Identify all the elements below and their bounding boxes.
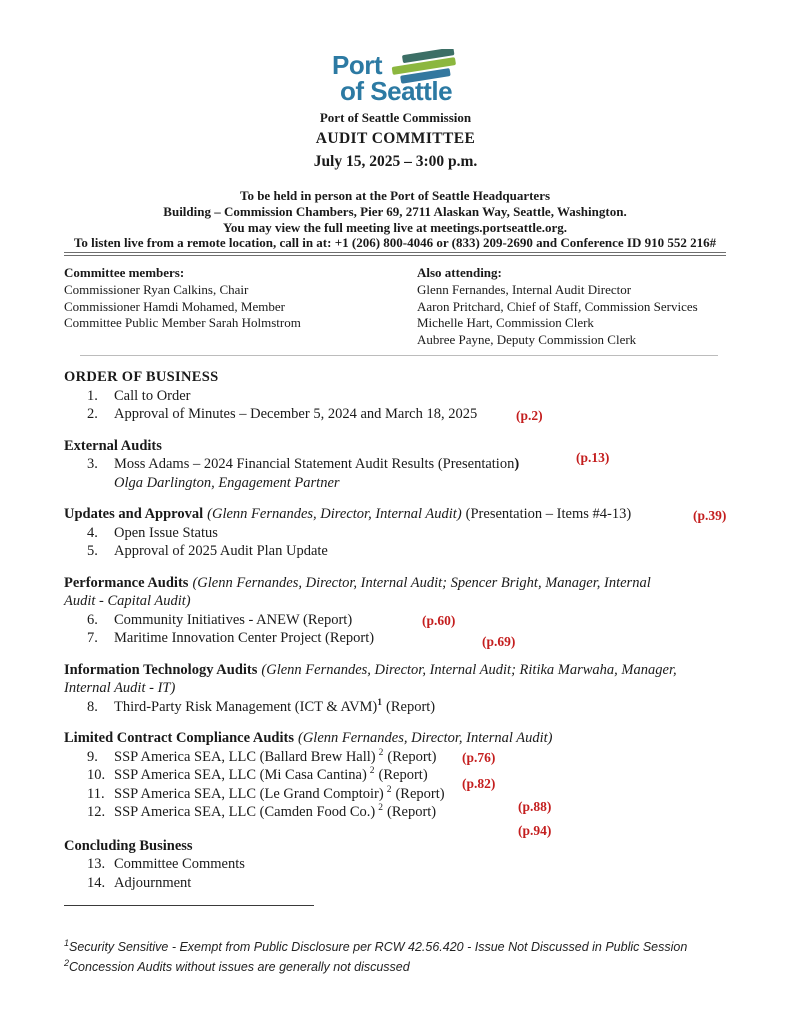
- footnote-marker: 2: [378, 803, 384, 814]
- logo-wordmark-of-seattle: of Seattle: [340, 76, 453, 106]
- agenda-item-13: 13. Committee Comments: [87, 856, 245, 872]
- agenda-item-4: 4. Open Issue Status: [87, 524, 218, 541]
- agenda-item-10: 10. SSP America SEA, LLC (Mi Casa Cantina) $^2$ (Report) (p.82): [64, 766, 726, 785]
- agenda-item-text: Approval of 2025 Audit Plan Update: [114, 543, 328, 559]
- page-ref: (p.39): [693, 508, 727, 523]
- agenda-item-text: Call to Order: [114, 387, 191, 404]
- footnote-marker: 2: [64, 957, 70, 968]
- location-line-1: To be held in person at the Port of Seattle Headquarters: [239, 188, 551, 203]
- agenda-item-text: Open Issue Status: [114, 524, 218, 541]
- agenda-item-7: 7. Maritime Innovation Center Project (Report) (p.69): [64, 629, 726, 648]
- agenda-item-5: 5. Approval of 2025 Audit Plan Update: [87, 543, 328, 559]
- agenda-item-report-label: (Report): [378, 767, 428, 783]
- page-ref: (p.60): [422, 612, 456, 628]
- page-ref: (p.88): [518, 799, 552, 814]
- document-header: [0, 110, 791, 172]
- attendee-name: Aubree Payne, Deputy Commission Clerk: [417, 332, 637, 348]
- section-presenters: (Glenn Fernandes, Director, Internal Audit; Ritika Marwaha, Manager,: [261, 661, 677, 678]
- footnote-marker: 2: [369, 766, 375, 777]
- agenda-item-text: SSP America SEA, LLC (Le Grand Comptoir): [114, 785, 384, 802]
- page-ref: (p.2): [516, 408, 543, 423]
- footnote-marker: 1: [64, 937, 70, 948]
- section-presenters: Audit - Capital Audit): [64, 593, 191, 609]
- member-name: Committee Public Member Sarah Holmstrom: [64, 315, 301, 331]
- agenda-item-text: SSP America SEA, LLC (Mi Casa Cantina): [114, 767, 367, 783]
- section-updates-and-approval: [64, 505, 726, 524]
- agenda-item-14: 14. Adjournment: [87, 874, 192, 891]
- committee-members-column: [64, 265, 404, 332]
- section-performance-audits: [64, 574, 726, 611]
- location-line-3: You may view the full meeting live at meetings.portseattle.org.: [222, 219, 568, 235]
- port-of-seattle-logo: [320, 52, 480, 110]
- section-external-audits: [64, 437, 726, 456]
- order-of-business: [64, 368, 726, 892]
- section-presenters: (Glenn Fernandes, Director, Internal Audit; Spencer Bright, Manager, Internal: [192, 574, 651, 591]
- footnote-2: [64, 958, 726, 978]
- section-title-text: External Audits: [64, 437, 162, 454]
- agenda-item-text: Committee Comments: [114, 856, 245, 872]
- agenda-item-text-bold: ): [514, 456, 520, 472]
- committee-members-label: Committee members:: [64, 265, 185, 280]
- agenda-item-1: 1. Call to Order: [87, 387, 191, 404]
- agenda-item-text: SSP America SEA, LLC (Camden Food Co.): [114, 804, 376, 820]
- footnote-marker: 1: [377, 697, 383, 708]
- page-ref: (p.69): [482, 634, 516, 649]
- section-suffix: (Presentation – Items #4-13): [465, 506, 632, 522]
- page-ref: (p.82): [462, 776, 496, 791]
- footnote-text: Concession Audits without issues are generally not discussed: [69, 959, 410, 974]
- section-presenters: Internal Audit - IT): [64, 680, 176, 696]
- agenda-item-text: Adjournment: [114, 874, 192, 891]
- attendee-name: Aaron Pritchard, Chief of Staff, Commission Services: [417, 298, 698, 314]
- agenda-item-3: 3. Moss Adams – 2024 Financial Statement Audit Results (Presentation) (p.13): [87, 450, 610, 472]
- footnotes: [64, 938, 726, 977]
- logo-wordmark-port: Port: [332, 50, 382, 80]
- agenda-item-6: 6. Community Initiatives - ANEW (Report) (p.60): [64, 611, 726, 630]
- order-of-business-title: ORDER OF BUSINESS: [64, 369, 219, 385]
- committee-title: AUDIT COMMITTEE: [315, 130, 476, 147]
- org-title: Port of Seattle Commission: [319, 110, 472, 125]
- meeting-location-block: [64, 188, 726, 251]
- section-title-text: Limited Contract Compliance Audits: [64, 730, 294, 746]
- page-ref: (p.13): [576, 450, 610, 465]
- footnote-divider: [64, 905, 314, 906]
- also-attending-label: Also attending:: [417, 265, 502, 280]
- section-title-text: Performance Audits: [64, 574, 189, 591]
- header-divider: [64, 252, 726, 256]
- page-ref: (p.76): [462, 749, 496, 765]
- agenda-item-text: Third-Party Risk Management (ICT & AVM): [114, 698, 378, 715]
- agenda-item-8: 8. Third-Party Risk Management (ICT & AVM)$^1$ (Report): [87, 697, 436, 715]
- section-divider: [80, 355, 718, 356]
- section-concluding-business: [64, 837, 726, 856]
- agenda-item-11: 11. SSP America SEA, LLC (Le Grand Comptoir) $^2$ (Report): [87, 784, 445, 802]
- page-ref: (p.94): [518, 823, 552, 838]
- footnote-text: Security Sensitive - Exempt from Public Disclosure per RCW 42.56.420 - Issue Not Discussed in Public Session: [69, 940, 688, 954]
- meeting-datetime: July 15, 2025 – 3:00 p.m.: [313, 153, 478, 170]
- section-title-text: Concluding Business: [64, 837, 193, 854]
- agenda-item-3-presenter: Olga Darlington, Engagement Partner: [114, 474, 340, 491]
- also-attending-column: [417, 265, 726, 349]
- member-name: Commissioner Ryan Calkins, Chair: [64, 281, 249, 297]
- section-presenters: (Glenn Fernandes, Director, Internal Audit): [297, 730, 553, 746]
- section-title-text: Updates and Approval: [64, 506, 204, 522]
- agenda-item-text: Community Initiatives - ANEW (Report): [114, 611, 353, 628]
- footnote-marker: 2: [386, 784, 392, 795]
- section-title-text: Information Technology Audits: [64, 661, 258, 678]
- section-limited-contract-compliance-audits: [64, 729, 726, 748]
- member-name: Commissioner Hamdi Mohamed, Member: [64, 298, 285, 314]
- agenda-item-text: Maritime Innovation Center Project (Report): [114, 630, 375, 646]
- section-information-technology-audits: [64, 661, 726, 698]
- location-line-2: Building – Commission Chambers, Pier 69, 2711 Alaskan Way, Seattle, Washington.: [163, 203, 627, 219]
- agenda-item-report-label: (Report): [387, 804, 437, 820]
- agenda-item-report-label: (Report): [387, 748, 437, 765]
- agenda-item-report-label: (Report): [395, 785, 445, 802]
- footnote-marker: 2: [378, 747, 384, 758]
- attendee-name: Glenn Fernandes, Internal Audit Director: [417, 281, 632, 297]
- agenda-item-9: 9. SSP America SEA, LLC (Ballard Brew Hall) $^2$ (Report) (p.76): [64, 748, 726, 767]
- location-line-4: To listen live from a remote location, call in at: +1 (206) 800-4046 or (833) 209-2690 and Conference ID 910 552 216#: [73, 235, 717, 251]
- attendee-name: Michelle Hart, Commission Clerk: [417, 315, 594, 331]
- agenda-item-12: 12. SSP America SEA, LLC (Camden Food Co.) $^2$ (Report) (p.88) (p.94): [64, 803, 726, 822]
- agenda-item-report-label: (Report): [386, 698, 436, 715]
- agenda-item-text: Approval of Minutes – December 5, 2024 and March 18, 2025: [114, 406, 478, 422]
- agenda-item-2: 2. Approval of Minutes – December 5, 2024 and March 18, 2025 (p.2): [64, 405, 726, 424]
- agenda-item-text: Moss Adams – 2024 Financial Statement Audit Results (Presentation: [114, 456, 515, 472]
- agenda-item-text: SSP America SEA, LLC (Ballard Brew Hall): [114, 748, 376, 765]
- section-presenters: (Glenn Fernandes, Director, Internal Audit): [207, 506, 462, 522]
- footnote-1: [64, 938, 726, 958]
